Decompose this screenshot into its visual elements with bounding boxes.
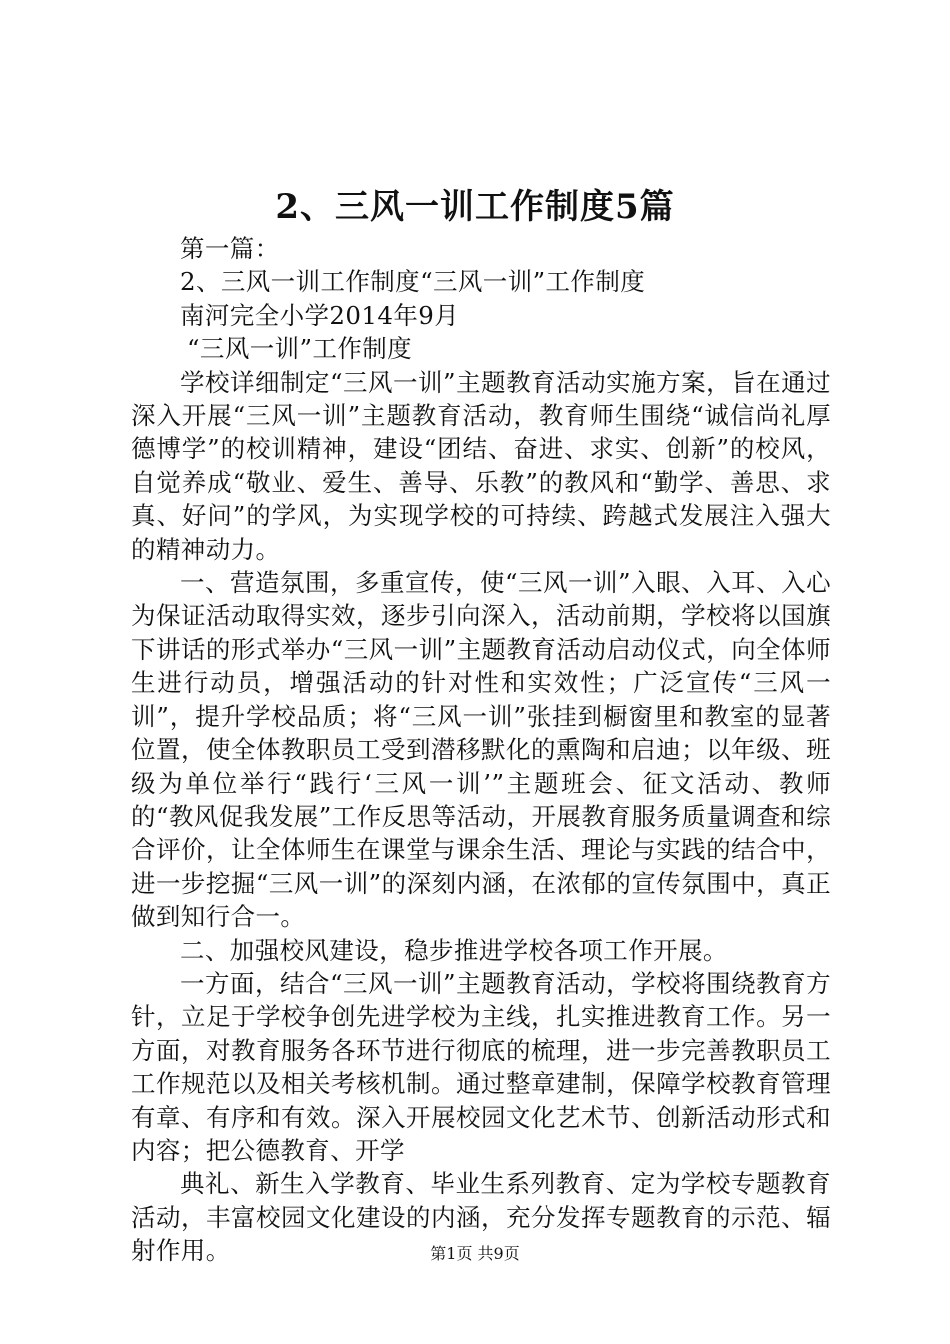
page-footer: 第1页 共9页: [430, 1244, 520, 1263]
paragraph: 南河完全小学2014年9月: [180, 300, 460, 330]
paragraph: 二、加强校风建设，稳步推进学校各项工作开展。: [180, 935, 728, 965]
paragraph: 第一篇：: [180, 234, 280, 263]
paragraph: 2、三风一训工作制度“三风一训”工作制度: [180, 267, 646, 297]
document-title: 2、三风一训工作制度5篇: [275, 187, 675, 227]
paragraph: 学校详细制定“三风一训”主题教育活动实施方案，旨在通过深入开展“三风一训”主题教育活动，教育师生围绕“诚信尚礼厚德博学”的校训精神，建设“团结、奋进、求实、创新”的校风，自觉养成“敬业、爱生、善导、乐教”的教风和“勤学、善思、求真、好问”的学风，为实现学校的可持续、跨越式发展注入强大的精神动力。: [131, 367, 831, 564]
paragraph: 典礼、新生入学教育、毕业生系列教育、定为学校专题教育活动，丰富校园文化建设的内涵，充分发挥专题教育的示范、辐射作用。: [131, 1169, 831, 1266]
paragraph: 一、营造氛围，多重宣传，使“三风一训”入眼、入耳、入心为保证活动取得实效，逐步引向深入，活动前期，学校将以国旗下讲话的形式举办“三风一训”主题教育活动启动仪式，向全体师生进行动员，增强活动的针对性和实效性；广泛宣传“三风一训”，提升学校品质；将“三风一训”张挂到橱窗里和教室的显著位置，使全体教职员工受到潜移默化的熏陶和启迪；以年级、班级为单位举行“践行‘三风一训’”主题班会、征文活动、教师的“教风促我发展”工作反思等活动，开展教育服务质量调查和综合评价，让全体师生在课堂与课余生活、理论与实践的结合中，进一步挖掘“三风一训”的深刻内涵，在浓郁的宣传氛围中，真正做到知行合一。: [131, 568, 831, 932]
paragraph: 一方面，结合“三风一训”主题教育活动，学校将围绕教育方针，立足于学校争创先进学校为主线，扎实推进教育工作。另一方面，对教育服务各环节进行彻底的梳理，进一步完善教职员工工作规范以及相关考核机制。通过整章建制，保障学校教育管理有章、有序和有效。深入开展校园文化艺术节、创新活动形式和内容；把公德教育、开学: [131, 968, 831, 1165]
paragraph: “三风一训”工作制度: [187, 334, 413, 364]
document-body: [131, 232, 831, 1268]
